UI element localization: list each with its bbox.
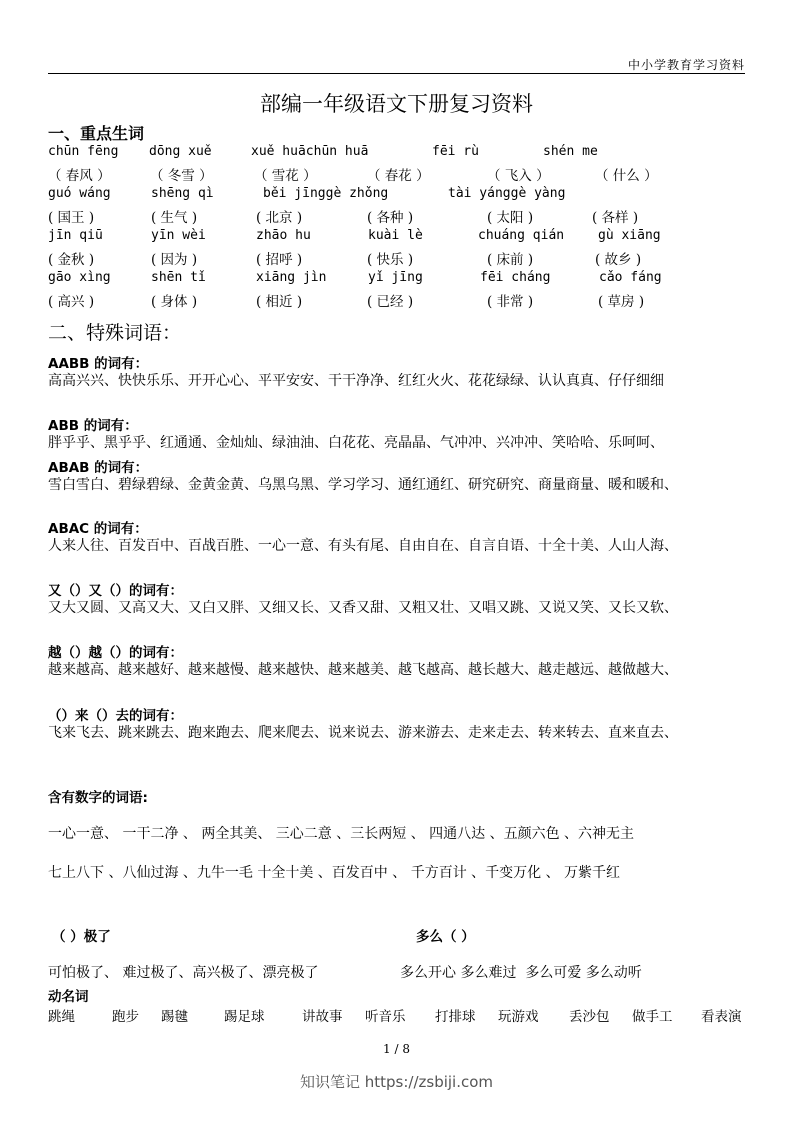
group-text: 越来越高、越来越好、越来越慢、越来越快、越来越美、越飞越高、越长越大、越走越远、越做越大、	[48, 662, 678, 678]
vocab-word: （ 春花 ）	[367, 168, 430, 184]
pinyin: shén me	[543, 144, 598, 159]
verb-noun-label: 动名词	[48, 989, 89, 1005]
jile-items: 可怕极了、 难过极了、高兴极了、漂亮极了	[48, 965, 319, 981]
group-label: ABAC 的词有：	[48, 521, 148, 537]
pinyin: yīn wèi	[151, 228, 206, 243]
page-title: 部编一年级语文下册复习资料	[260, 92, 533, 116]
verb-noun-item: 踢足球	[224, 1009, 265, 1025]
vocab-word: ( 故乡 )	[595, 252, 642, 268]
duome-label: 多么（ ）	[416, 929, 475, 945]
vocab-word: （ 雪花 ）	[254, 168, 317, 184]
group-text: 高高兴兴、快快乐乐、开开心心、平平安安、干干净净、红红火火、花花绿绿、认认真真、仔仔细细	[48, 373, 664, 389]
vocab-word: ( 草房 )	[598, 294, 645, 310]
vocab-word: ( 太阳 )	[487, 210, 534, 226]
vocab-word: （ 飞入 ）	[487, 168, 550, 184]
pinyin: gāo xìng	[48, 270, 111, 285]
group-text: 飞来飞去、跳来跳去、跑来跑去、爬来爬去、说来说去、游来游去、走来走去、转来转去、直来直去、	[48, 725, 678, 741]
vocab-word: ( 床前 )	[487, 252, 534, 268]
vocab-word: ( 金秋 )	[48, 252, 95, 268]
header-brand: 中小学教育学习资料	[627, 58, 745, 72]
group-label: （）来（）去的词有：	[48, 708, 183, 724]
verb-noun-item: 跑步	[112, 1009, 139, 1025]
verb-noun-item: 玩游戏	[498, 1009, 539, 1025]
pinyin: fēi cháng	[480, 270, 551, 285]
vocab-word: ( 国王 )	[48, 210, 95, 226]
group-text: 胖乎乎、黑乎乎、红通通、金灿灿、绿油油、白花花、亮晶晶、气冲冲、兴冲冲、笑哈哈、乐呵呵、	[48, 435, 664, 451]
vocab-word: （ 什么 ）	[595, 168, 658, 184]
vocab-word: ( 快乐 )	[367, 252, 414, 268]
jile-label: （ ）极了	[52, 929, 111, 945]
vocab-word: ( 相近 )	[256, 294, 303, 310]
vocab-word: ( 生气 )	[151, 210, 198, 226]
verb-noun-item: 做手工	[632, 1009, 673, 1025]
vocab-word: ( 招呼 )	[256, 252, 303, 268]
group-text: 又大又圆、又高又大、又白又胖、又细又长、又香又甜、又粗又壮、又唱又跳、又说又笑、又长又软、	[48, 600, 678, 616]
vocab-word: ( 非常 )	[487, 294, 534, 310]
verb-noun-item: 踢毽	[161, 1009, 188, 1025]
group-text: 人来人往、百发百中、百战百胜、一心一意、有头有尾、自由自在、自言自语、十全十美、人山人海、	[48, 538, 678, 554]
vocab-word: ( 因为 )	[151, 252, 198, 268]
pinyin: shēn tǐ	[151, 270, 206, 285]
vocab-word: ( 高兴 )	[48, 294, 95, 310]
pinyin: guó wáng	[48, 186, 111, 201]
vocab-word: ( 各样 )	[592, 210, 639, 226]
vocab-word: ( 身体 )	[151, 294, 198, 310]
group-label: ABB 的词有：	[48, 418, 138, 434]
verb-noun-item: 打排球	[435, 1009, 476, 1025]
pinyin: xuě huāchūn huā	[251, 144, 369, 159]
vocab-word: （ 春风 ）	[48, 168, 111, 184]
pinyin: fēi rù	[432, 144, 479, 159]
vocab-word: ( 各种 )	[367, 210, 414, 226]
pinyin: cǎo fáng	[599, 270, 662, 285]
number-words-label: 含有数字的词语:	[48, 790, 148, 806]
number-words-line: 七上八下 、八仙过海 、九牛一毛 十全十美 、百发百中 、 千方百计 、千变万化 、 万紫千红	[48, 865, 621, 881]
page-number: 1 / 8	[383, 1042, 410, 1056]
verb-noun-item: 讲故事	[302, 1009, 343, 1025]
pinyin: chūn fēng	[48, 144, 119, 159]
section1-heading: 一、重点生词	[48, 124, 145, 143]
vocab-word: （ 冬雪 ）	[150, 168, 213, 184]
verb-noun-item: 丢沙包	[569, 1009, 610, 1025]
pinyin: shēng qì	[151, 186, 214, 201]
pinyin: tài yánggè yàng	[448, 186, 566, 201]
vocab-word: ( 已经 )	[367, 294, 414, 310]
verb-noun-item: 跳绳	[48, 1009, 75, 1025]
pinyin: běi jīnggè zhǒng	[263, 186, 389, 201]
group-text: 雪白雪白、碧绿碧绿、金黄金黄、乌黑乌黑、学习学习、通红通红、研究研究、商量商量、暖和暖和、	[48, 477, 678, 493]
group-label: 又（）又（）的词有：	[48, 583, 183, 599]
pinyin: zhāo hu	[256, 228, 311, 243]
pinyin: kuài lè	[368, 228, 423, 243]
group-label: ABAB 的词有：	[48, 460, 149, 476]
verb-noun-item: 听音乐	[365, 1009, 406, 1025]
duome-items: 多么开心 多么难过 多么可爱 多么动听	[400, 965, 642, 981]
pinyin: chuáng qián	[478, 228, 565, 243]
header-divider	[48, 73, 745, 74]
pinyin: gù xiāng	[598, 228, 661, 243]
number-words-line: 一心一意、 一干二净 、 两全其美、 三心二意 、三长两短 、 四通八达 、五颜六色 、六神无主	[48, 826, 635, 842]
group-label: 越（）越（）的词有：	[48, 645, 183, 661]
section2-heading: 二、特殊词语：	[48, 322, 182, 344]
pinyin: xiāng jìn	[256, 270, 327, 285]
pinyin: dōng xuě	[149, 144, 212, 159]
vocab-word: ( 北京 )	[256, 210, 303, 226]
pinyin: jīn qiū	[48, 228, 103, 243]
pinyin: yǐ jīng	[368, 270, 423, 285]
watermark: 知识笔记 https://zsbiji.com	[299, 1073, 494, 1091]
group-label: AABB 的词有：	[48, 356, 149, 372]
verb-noun-item: 看表演	[701, 1009, 742, 1025]
